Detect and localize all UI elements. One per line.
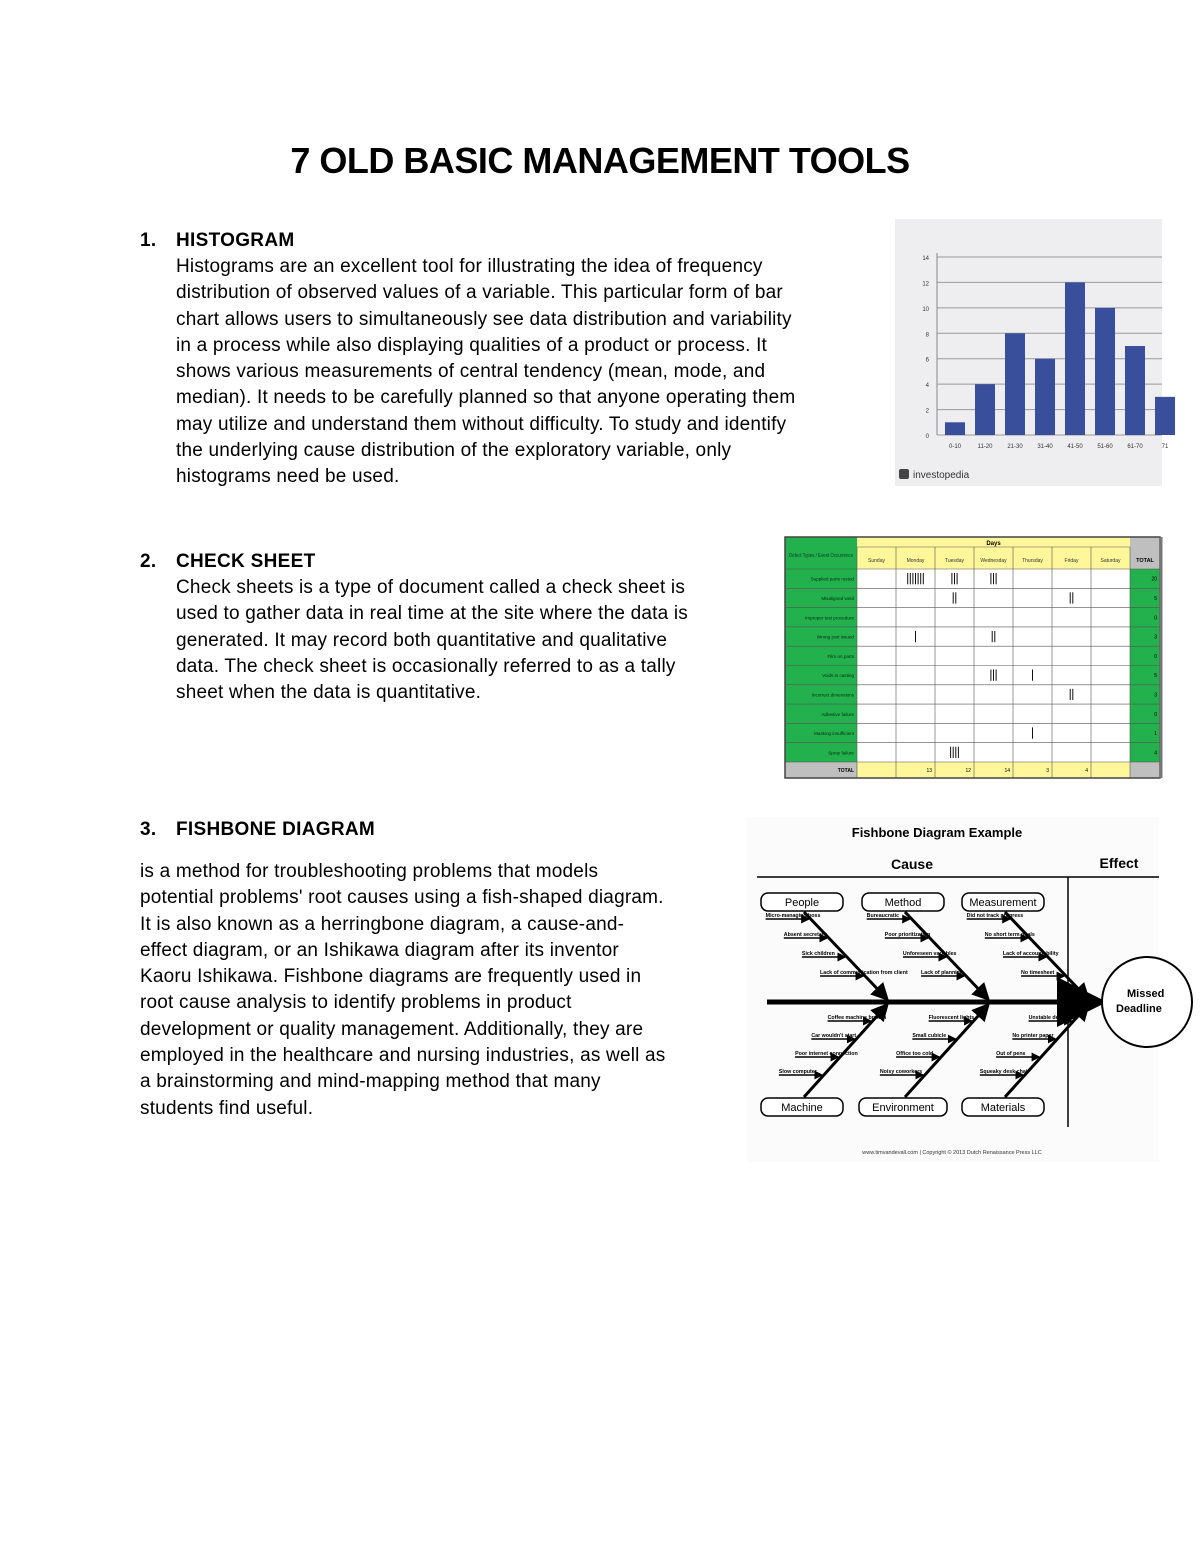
total-header-cell <box>1130 537 1160 569</box>
effect-label: Effect <box>1099 855 1139 871</box>
day-header: Monday <box>906 558 925 564</box>
y-tick-label: 6 <box>925 357 929 364</box>
histogram-bar <box>1155 397 1175 435</box>
cause-label: Lack of planning <box>921 970 964 976</box>
tally-row <box>857 627 1130 646</box>
column-total: 12 <box>965 768 971 774</box>
category-bottom-2-label: Materials <box>980 1102 1026 1114</box>
y-tick-label: 10 <box>922 306 929 313</box>
cause-label: Poor prioritization <box>884 932 931 938</box>
day-header: Thursday <box>1022 558 1043 564</box>
tally-row <box>857 646 1130 665</box>
paragraph-line: employed in the healthcare and nursing industries, as well as <box>140 1045 666 1067</box>
cause-label: Did not track progress <box>966 913 1024 919</box>
day-header: Tuesday <box>945 558 964 564</box>
defect-type-label: Voids in casting <box>822 673 854 679</box>
tally-row <box>857 704 1130 723</box>
paragraph-line: effect diagram, or an Ishikawa diagram after its inventor <box>140 939 619 961</box>
paragraph-line: students find useful. <box>140 1097 314 1119</box>
x-tick-label: 51-60 <box>1097 444 1113 450</box>
defect-type-label: Adhesive failure <box>821 711 854 717</box>
fishbone-description <box>140 859 666 1122</box>
row-total: 3 <box>1154 634 1157 641</box>
paragraph-line: the underlying cause distribution of the exploratory variable, only <box>176 440 732 462</box>
x-tick-label: 0-10 <box>948 444 962 450</box>
tally-row <box>857 608 1130 627</box>
cause-label: Bureaucratic <box>866 913 900 919</box>
effect-text-2: Deadline <box>1116 1003 1162 1015</box>
cause-label: Coffee machine broken <box>827 1015 887 1021</box>
y-tick-label: 14 <box>922 256 929 262</box>
cause-label: Lack of accountability <box>1002 951 1059 957</box>
section-heading-check-sheet <box>140 551 315 573</box>
effect-head <box>1102 957 1192 1047</box>
cause-label: Slow computer <box>778 1069 817 1075</box>
tally-row <box>857 723 1130 742</box>
section-number: 3. <box>140 819 157 840</box>
histogram-bar <box>1005 333 1025 435</box>
row-total: 1 <box>1154 731 1157 738</box>
cause-label: Car wouldn't start <box>811 1033 857 1039</box>
section-title: FISHBONE DIAGRAM <box>176 819 376 840</box>
cause-label: Office too cold <box>896 1051 934 1057</box>
paragraph-line: is a method for troubleshooting problems that models <box>140 861 599 882</box>
check-sheet-description <box>176 575 688 706</box>
paragraph-line: chart allows users to simultaneously see data distribution and variability <box>176 308 792 330</box>
category-bottom-1-label: Environment <box>872 1102 934 1114</box>
paragraph-line: generated. It may record both quantitative and qualitative <box>176 629 668 651</box>
fishbone-diagram <box>747 817 1165 1162</box>
paragraph-line: It is also known as a herringbone diagram, a cause-and- <box>140 913 625 935</box>
category-top-2-label: Measurement <box>969 897 1037 909</box>
cause-label: Out of pens <box>996 1051 1026 1057</box>
check-sheet-table <box>783 535 1159 782</box>
day-header: Sunday <box>868 558 885 564</box>
paragraph-line: may utilize and understand them without difficulty. To study and identify <box>176 413 787 435</box>
y-tick-label: 12 <box>922 281 929 288</box>
row-total: 20 <box>1151 576 1157 583</box>
copyright-text: www.timvandevall.com | Copyright © 2013 Dutch Renaissance Press LLC <box>862 1150 1042 1156</box>
cause-label: Unstable desk <box>1028 1015 1065 1021</box>
column-totals-row <box>857 762 1130 778</box>
tally-row <box>857 685 1130 704</box>
defect-type-label: Misaligned weld <box>821 595 854 601</box>
x-tick-label: 31-40 <box>1037 444 1053 450</box>
cause-label: Cause <box>890 856 934 872</box>
paragraph-line: Check sheets is a type of document called a check sheet is <box>176 577 686 598</box>
day-header: Wednesday <box>980 558 1007 564</box>
histogram-chart <box>895 219 1169 486</box>
histogram-description <box>176 254 795 491</box>
y-tick-label: 8 <box>925 332 929 339</box>
histogram-bar <box>975 384 995 435</box>
row-total: 5 <box>1154 673 1157 680</box>
paragraph-line: sheet when the data is quantitative. <box>176 682 482 704</box>
defect-type-label: Spray failure <box>828 750 854 756</box>
paragraph-line: shows various measurements of central tendency (mean, mode, and <box>176 361 766 383</box>
cause-label: Micro-managing boss <box>765 913 821 919</box>
paragraph-line: Histograms are an excellent tool for illustrating the idea of frequency <box>176 256 763 277</box>
row-total: 0 <box>1154 615 1157 622</box>
page-title: 7 OLD BASIC MANAGEMENT TOOLS <box>290 140 910 181</box>
defect-type-label: Masking insufficient <box>813 731 854 737</box>
paragraph-line: distribution of observed values of a variable. This particular form of bar <box>176 282 783 304</box>
defect-type-label: Incorrect dimensions <box>811 692 854 698</box>
cause-label: Lack of communication from client <box>820 970 908 976</box>
row-total: 5 <box>1154 595 1157 602</box>
x-tick-label: 61-70 <box>1127 444 1143 450</box>
x-tick-label: 41-50 <box>1067 444 1083 450</box>
histogram-figure <box>895 219 1169 486</box>
column-total: 13 <box>926 768 932 774</box>
grand-total-cell <box>1130 762 1160 778</box>
fishbone-figure <box>747 817 1165 1162</box>
investopedia-logo-icon <box>899 469 909 479</box>
category-bottom-0-label: Machine <box>781 1102 823 1114</box>
check-sheet-figure <box>783 535 1159 782</box>
y-tick-label: 2 <box>925 408 929 415</box>
row-total: 3 <box>1154 692 1157 699</box>
fishbone-title: Fishbone Diagram Example <box>851 825 1023 840</box>
tally-row <box>857 743 1130 762</box>
section-number: 1. <box>140 230 157 251</box>
section-heading-histogram <box>140 230 294 252</box>
column-total: 3 <box>1046 768 1049 774</box>
cause-label: Absent secretary <box>783 932 827 938</box>
row-total: 0 <box>1154 711 1157 718</box>
histogram-bar <box>1035 359 1055 435</box>
row-total: 4 <box>1154 750 1157 757</box>
histogram-bar <box>1065 282 1085 435</box>
paragraph-line: a brainstorming and mind-mapping method that many <box>140 1071 601 1093</box>
section-title: CHECK SHEET <box>176 551 316 572</box>
x-tick-label: 11-20 <box>977 444 993 450</box>
category-top-1-label: Method <box>884 897 922 909</box>
defect-type-label: Film on parts <box>827 653 854 659</box>
defect-type-label: Supplied parts rusted <box>810 576 854 582</box>
row-total: 0 <box>1154 653 1157 660</box>
paragraph-line: data. The check sheet is occasionally referred to as a tally <box>176 655 676 677</box>
histogram-bar <box>1095 308 1115 435</box>
section-number: 2. <box>140 551 157 572</box>
x-tick-label: 71 <box>1161 444 1169 450</box>
paragraph-line: potential problems' root causes using a fish-shaped diagram. <box>140 887 664 909</box>
section-title: HISTOGRAM <box>176 230 295 251</box>
section-heading-fishbone <box>140 819 375 841</box>
paragraph-line: root cause analysis to identify problems in product <box>140 992 572 1014</box>
row-header-label: Defect Types / Event Occurrence <box>789 553 854 559</box>
cause-label: Unforeseen variables <box>902 951 957 957</box>
paragraph-line: histograms need be used. <box>176 466 400 488</box>
total-header: TOTAL <box>1136 558 1154 564</box>
total-row-label: TOTAL <box>837 768 854 774</box>
paragraph-line: used to gather data in real time at the site where the data is <box>176 603 688 625</box>
defect-type-label: Wrong part issued <box>816 634 854 640</box>
cause-label: No short term goals <box>984 932 1035 938</box>
cause-label: Squeaky desk chair <box>979 1069 1030 1075</box>
defect-type-label: Improper test procedure <box>804 615 854 621</box>
cause-label: No timesheet <box>1021 970 1055 976</box>
cause-label: Fluorescent lights <box>928 1015 975 1021</box>
y-tick-label: 0 <box>925 434 929 440</box>
y-tick-label: 4 <box>925 383 929 390</box>
paragraph-line: Kaoru Ishikawa. Fishbone diagrams are frequently used in <box>140 966 642 988</box>
cause-label: No printer paper <box>1012 1033 1054 1039</box>
x-tick-label: 21-30 <box>1007 444 1023 450</box>
column-total: 14 <box>1004 768 1010 774</box>
column-total: 4 <box>1085 768 1088 774</box>
cause-label: Poor internet connection <box>795 1051 858 1057</box>
figure-credit: investopedia <box>913 470 970 481</box>
paragraph-line: median). It needs to be carefully planned so that anyone operating them <box>176 387 796 409</box>
cause-label: Noisy coworkers <box>879 1069 923 1075</box>
cause-label: Small cubicle <box>912 1033 947 1039</box>
category-top-0-label: People <box>784 897 820 909</box>
day-header: Saturday <box>1100 558 1121 564</box>
days-group-label: Days <box>986 541 1001 547</box>
paragraph-line: development or quality management. Additionally, they are <box>140 1018 644 1040</box>
cause-label: Sick children <box>801 951 835 957</box>
day-header: Friday <box>1064 558 1079 564</box>
paragraph-line: in a process while also displaying qualities of a product or process. It <box>176 334 768 356</box>
histogram-bar <box>1125 346 1145 435</box>
histogram-bar <box>945 422 965 435</box>
tally-row <box>857 588 1130 607</box>
effect-text-1: Missed <box>1127 988 1165 1000</box>
